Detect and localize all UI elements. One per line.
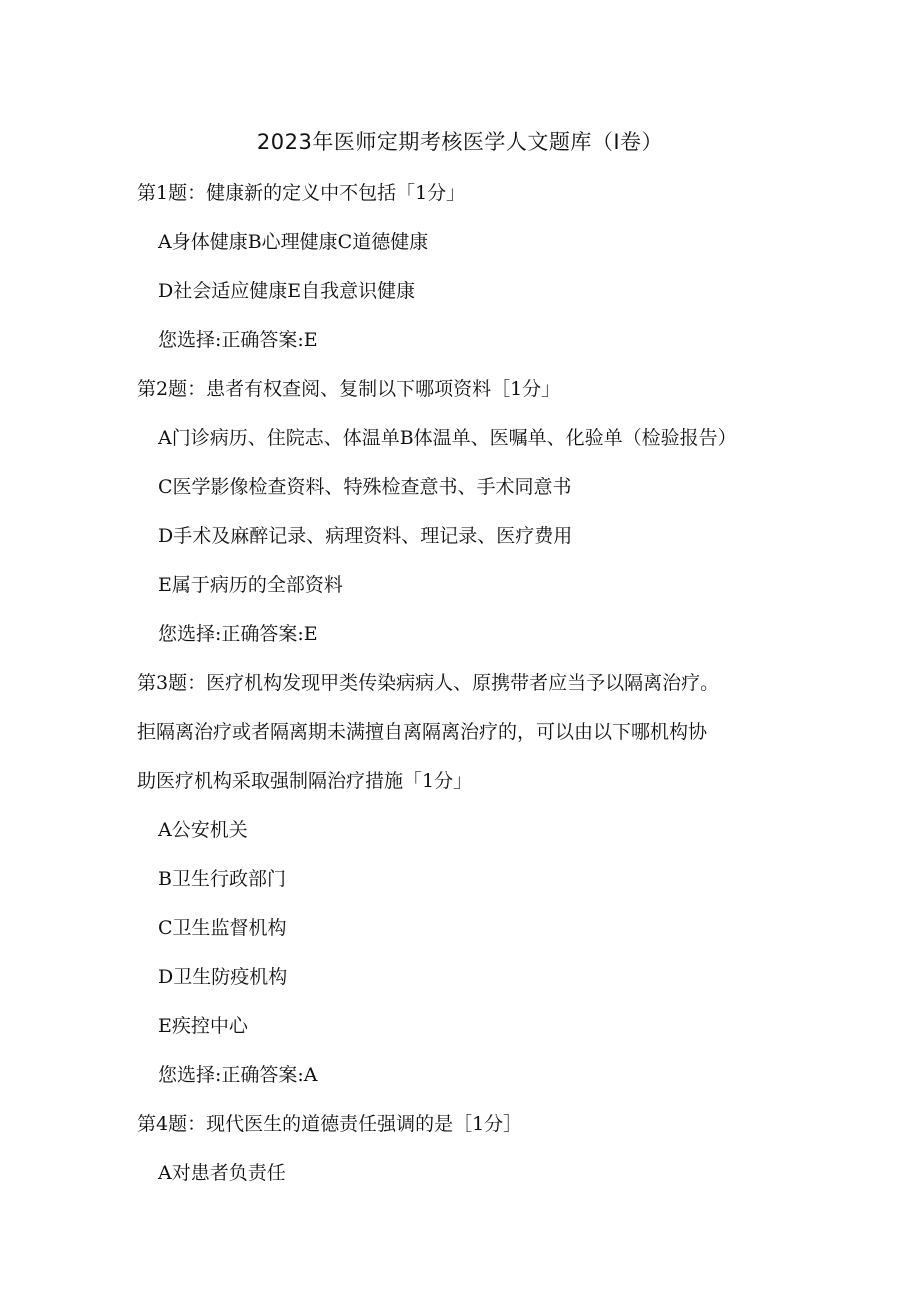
- question-3-option-line: C卫生监督机构: [158, 917, 287, 939]
- question-2-option-line: C医学影像检查资料、特殊检查意书、手术同意书: [158, 476, 572, 498]
- question-3-option-line: D卫生防疫机构: [158, 966, 288, 988]
- question-3-option-line: A公安机关: [158, 819, 248, 841]
- question-3-stem: 拒隔离治疗或者隔离期未满擅自离隔离治疗的，可以由以下哪机构协: [137, 721, 708, 743]
- question-2-option-line: D手术及麻醉记录、病理资料、理记录、医疗费用: [158, 525, 573, 547]
- question-1-answer: 您选择:正确答案:E: [158, 329, 318, 351]
- question-4-stem: 第4题：现代医生的道德责任强调的是［1分］: [137, 1113, 523, 1135]
- question-2-answer: 您选择:正确答案:E: [158, 623, 318, 645]
- question-3-option-line: B卫生行政部门: [158, 868, 286, 890]
- question-3-option-line: E疾控中心: [158, 1015, 248, 1037]
- question-3-answer: 您选择:正确答案:A: [158, 1064, 318, 1086]
- question-3-stem: 第3题：医疗机构发现甲类传染病病人、原携带者应当予以隔离治疗。: [137, 672, 720, 694]
- question-4-option-line: A对患者负责任: [158, 1162, 286, 1184]
- question-2-option-line: A门诊病历、住院志、体温单B体温单、医嘱单、化验单（检验报告）: [158, 427, 737, 449]
- question-2-option-line: E属于病历的全部资料: [158, 574, 343, 596]
- question-3-stem: 助医疗机构采取强制隔治疗措施「1分」: [137, 770, 473, 792]
- question-1-stem: 第1题：健康新的定义中不包括「1分」: [137, 182, 466, 204]
- question-2-stem: 第2题：患者有权查阅、复制以下哪项资料［1分」: [137, 378, 561, 400]
- question-1-option-line: D社会适应健康E自我意识健康: [158, 280, 416, 302]
- document-title: 2023年医师定期考核医学人文题库（I卷）: [256, 130, 664, 154]
- question-list: [137, 174, 797, 1203]
- question-1-option-line: A身体健康B心理健康C道德健康: [158, 231, 429, 253]
